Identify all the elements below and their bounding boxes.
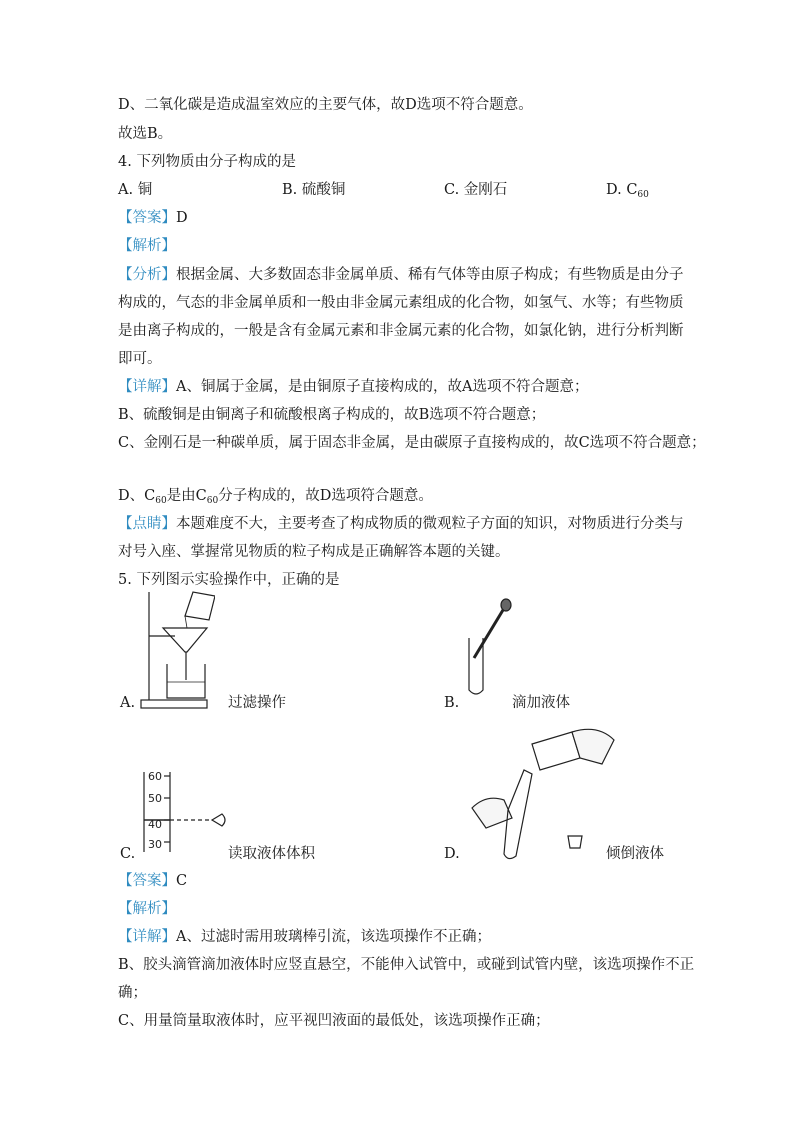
q4-dianjing-line-1 <box>118 514 684 534</box>
q5-answer <box>118 871 187 891</box>
funnel <box>163 628 207 652</box>
figure-a-caption: 过滤操作 <box>228 695 286 711</box>
detail-d-p1: D、C <box>118 488 156 504</box>
dianjing-text: 本题难度不大，主要考查了构成物质的微观粒子方面的知识，对物质进行分类与 <box>176 516 684 532</box>
figure-d-letter: D. <box>444 846 460 862</box>
prev-option-d-text: D、二氧化碳是造成温室效应的主要气体，故D选项不符合题意。 <box>118 97 533 113</box>
figure-b-letter: B. <box>444 695 460 711</box>
detail-text: A、过滤时需用玻璃棒引流，该选项操作不正确； <box>176 929 491 945</box>
figure-c-letter: C. <box>120 846 136 862</box>
q4-option-c: C. 金刚石 <box>444 182 508 198</box>
answer-tag: 【答案】 <box>118 210 176 226</box>
answer-value: D <box>176 210 188 226</box>
q5-detail-a <box>118 927 491 947</box>
q4-fenxi-line-4: 即可。 <box>118 351 162 367</box>
prev-choice-text: 故选B。 <box>118 126 173 142</box>
dropper-figure <box>465 598 525 700</box>
dropper-tube <box>474 610 503 658</box>
q5-analysis-tag: 【解析】 <box>118 901 176 917</box>
q4-detail-a <box>118 377 588 397</box>
q4-fenxi-line-2: 构成的，气态的非金属单质和一般由非金属元素组成的化合物，如氢气、水等；有些物质 <box>118 295 684 311</box>
q4-fenxi-line-3: 是由离子构成的，一般是含有金属元素和非金属元素的化合物，如氯化钠，进行分析判断 <box>118 323 684 339</box>
tick-label-60: 60 <box>148 772 162 783</box>
detail-d-s1: 60 <box>155 496 167 506</box>
q4-option-a: A. 铜 <box>118 182 153 198</box>
answer-tag: 【答案】 <box>118 873 176 889</box>
detail-tag: 【详解】 <box>118 379 176 395</box>
detail-text: A、铜属于金属，是由铜原子直接构成的，故A选项不符合题意； <box>176 379 589 395</box>
q5-detail-b-cont: 确； <box>118 985 147 1001</box>
stand-base <box>141 700 207 708</box>
detail-tag: 【详解】 <box>118 929 176 945</box>
dropper-bulb <box>501 599 511 611</box>
left-hand <box>472 798 512 828</box>
detail-d-p3: 分子构成的，故D选项符合题意。 <box>218 488 433 504</box>
tick-label-30: 30 <box>148 838 162 851</box>
q4-detail-d <box>118 486 433 511</box>
q4-option-b: B. 硫酸铜 <box>282 182 346 198</box>
detail-d-s2: 60 <box>206 496 219 506</box>
q4-option-d-label: D. C <box>606 182 638 198</box>
figure-d-caption: 倾倒液体 <box>606 846 664 862</box>
q4-detail-b: B、硫酸铜是由铜离子和硫酸根离子构成的，故B选项不符合题意； <box>118 407 546 423</box>
filtration-figure <box>135 588 215 713</box>
q5-stem: 5. 下列图示实验操作中，正确的是 <box>118 572 340 588</box>
figure-c-caption: 读取液体体积 <box>228 846 315 862</box>
pouring-beaker <box>185 592 215 620</box>
q4-option-d-subscript: 60 <box>637 190 649 200</box>
detail-d-p2: 是由C <box>166 488 207 504</box>
figure-b-caption: 滴加液体 <box>512 695 570 711</box>
q4-dianjing-line-2: 对号入座、掌握常见物质的粒子构成是正确解答本题的关键。 <box>118 544 510 560</box>
tick-label-50: 50 <box>148 792 162 805</box>
q4-detail-c: C、金刚石是一种碳单质，属于固态非金属，是由碳原子直接构成的，故C选项不符合题意； <box>118 435 706 451</box>
q4-analysis-tag: 【解析】 <box>118 238 176 254</box>
bottle-stopper <box>568 836 582 848</box>
q5-detail-c: C、用量筒量取液体时，应平视凹液面的最低处，该选项操作正确； <box>118 1013 550 1029</box>
tick-label-40: 40 <box>148 818 162 831</box>
q4-fenxi-line-1 <box>118 265 684 285</box>
answer-value: C <box>176 873 188 889</box>
reagent-bottle <box>532 732 580 770</box>
figure-a-letter: A. <box>120 695 136 711</box>
cylinder-figure <box>140 772 230 854</box>
eye-icon <box>212 814 225 826</box>
q4-stem: 4. 下列物质由分子构成的是 <box>118 154 296 170</box>
fenxi-tag: 【分析】 <box>118 267 176 283</box>
q4-answer <box>118 208 188 228</box>
q5-detail-b: B、胶头滴管滴加液体时应竖直悬空，不能伸入试管中，或碰到试管内壁，该选项操作不正 <box>118 957 695 973</box>
fenxi-text: 根据金属、大多数固态非金属单质、稀有气体等由原子构成；有些物质是由分子 <box>176 267 684 283</box>
dianjing-tag: 【点睛】 <box>118 516 176 532</box>
q4-option-d <box>606 180 649 205</box>
tilted-test-tube <box>504 770 532 859</box>
pouring-figure <box>468 724 618 864</box>
